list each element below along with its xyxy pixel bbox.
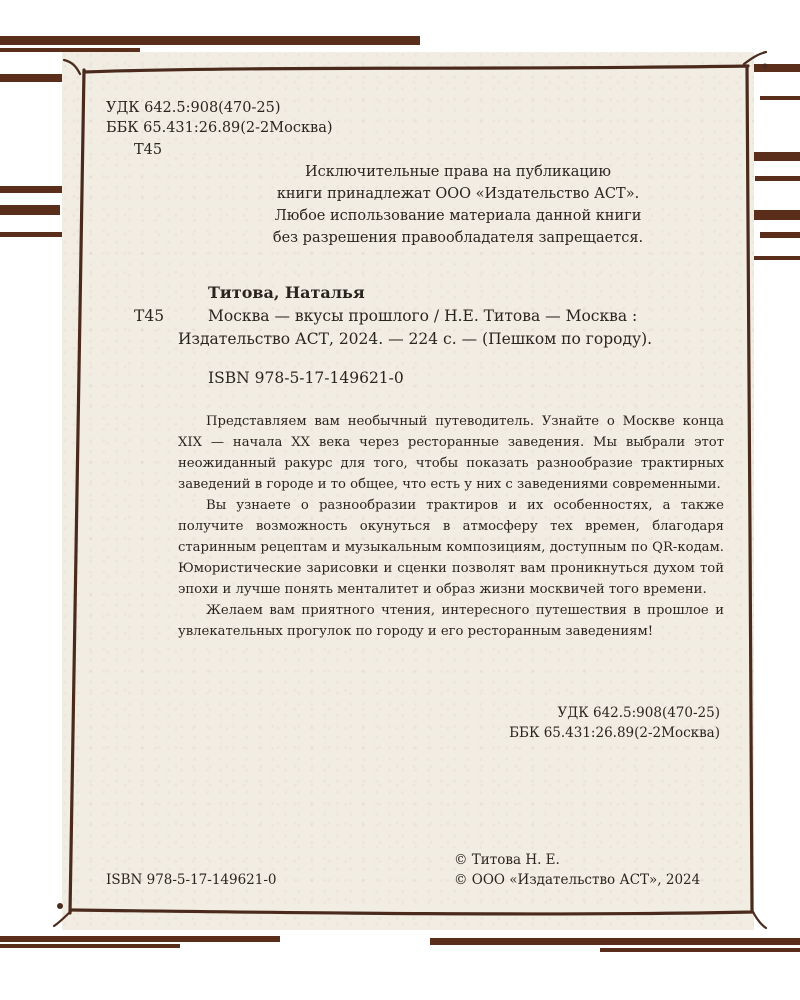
annotation-paragraph: Вы узнаете о разнообразии трактиров и их особенностях, а также получите возможность окунуться в атмосферу тех времен, благодаря старинным рецептам и музыкальным композициям, доступным по QR-кодам. Юмористические зарисовки и сценки позволят вам проникнуться духом той эпохи и лучше понять менталитет и образ жизни москвичей того времени. <box>178 498 724 597</box>
copyright-author: © Титова Н. Е. <box>454 852 560 868</box>
rights-line: Исключительные права на публикацию <box>304 164 612 180</box>
isbn-main: ISBN 978-5-17-149621-0 <box>208 369 404 387</box>
annotation <box>178 411 724 642</box>
author-sign: Т45 <box>134 307 165 325</box>
rights-line: книги принадлежат ООО «Издательство АСТ». <box>276 186 640 202</box>
annotation-paragraph: Желаем вам приятного чтения, интересного путешествия в прошлое и увлекательных прогулок по городу и его ресторанным заведениям! <box>178 603 724 639</box>
author-name: Титова, Наталья <box>208 283 365 302</box>
bbk-code-top: ББК 65.431:26.89(2-2Москва) <box>106 120 333 136</box>
udk-code-top: УДК 642.5:908(470-25) <box>106 100 281 116</box>
rights-line: Любое использование материала данной книги <box>274 208 642 224</box>
annotation-paragraph: Представляем вам необычный путеводитель. Узнайте о Москве конца XIX — начала XX века через ресторанные заведения. Мы выбрали этот неожиданный ракурс для того, чтобы показать разнообразие трактирных заведений в городе и то общее, что есть у них с заведениями современными. <box>178 414 724 492</box>
copyright-publisher: © ООО «Издательство АСТ», 2024 <box>454 872 701 888</box>
rights-line: без разрешения правообладателя запрещается. <box>272 230 644 246</box>
bibliographic-line: Москва — вкусы прошлого / Н.Е. Титова — Москва : <box>208 307 638 325</box>
bibliographic-line: Издательство АСТ, 2024. — 224 с. — (Пешком по городу). <box>178 330 653 348</box>
author-sign-top: Т45 <box>134 142 163 158</box>
udk-code-bottom: УДК 642.5:908(470-25) <box>557 705 720 721</box>
isbn-bottom: ISBN 978-5-17-149621-0 <box>106 872 277 888</box>
bbk-code-bottom: ББК 65.431:26.89(2-2Москва) <box>509 725 720 741</box>
